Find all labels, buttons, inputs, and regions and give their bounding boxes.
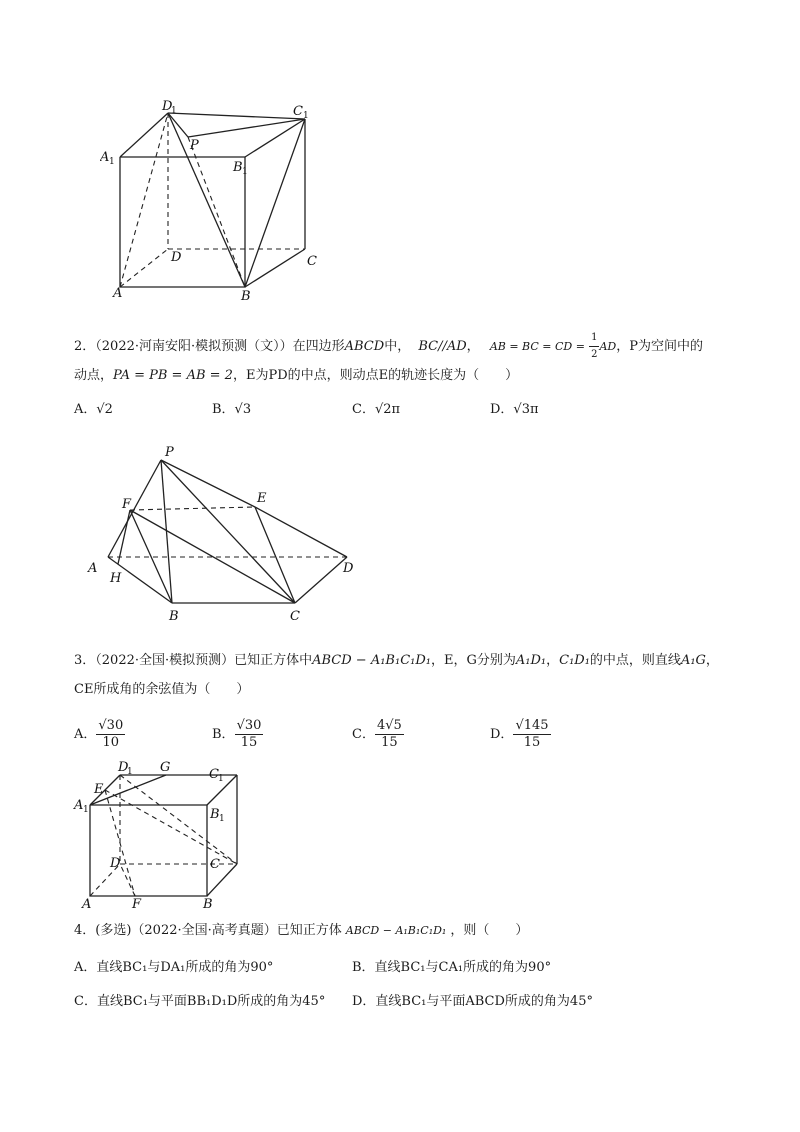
q3-option-c[interactable]: C． $\frac{4√5}{15}$ bbox=[352, 718, 402, 750]
edge-pa bbox=[108, 460, 161, 557]
label-a3: A bbox=[82, 897, 92, 910]
label-d1: D bbox=[162, 99, 173, 114]
label-c2: C bbox=[290, 609, 300, 624]
question-4: 4．(多选)（2022·全国·高考真题）已知正方体 ABCD − A₁B₁C₁D₁ ，则（ ） bbox=[74, 923, 529, 938]
q3-option-a[interactable]: A． $\frac{√30}{10}$ bbox=[74, 718, 124, 750]
label-d3: D bbox=[110, 856, 121, 871]
label-h: H bbox=[110, 571, 122, 586]
label-b2: B bbox=[169, 609, 179, 624]
label-a: A bbox=[113, 286, 123, 301]
question-3-line2: CE所成角的余弦值为（ ） bbox=[74, 682, 250, 697]
label-a2: A bbox=[88, 561, 98, 576]
q4-option-d[interactable]: D．直线BC₁与平面ABCD所成的角为45° bbox=[352, 994, 593, 1009]
front-face bbox=[120, 157, 245, 287]
label-p2: P bbox=[165, 445, 174, 460]
svg-text:1: 1 bbox=[109, 157, 115, 167]
label-b1: B bbox=[233, 160, 243, 175]
label-a1-3: A bbox=[74, 798, 84, 813]
label-c1-3: C bbox=[209, 767, 219, 782]
svg-text:1: 1 bbox=[218, 774, 224, 784]
label-g: G bbox=[160, 760, 171, 775]
label-d2: D bbox=[343, 561, 354, 576]
label-d: D bbox=[171, 250, 182, 265]
svg-text:1: 1 bbox=[83, 805, 89, 815]
svg-text:1: 1 bbox=[303, 111, 309, 121]
label-b3: B bbox=[203, 897, 213, 910]
question-2-line2: 动点，PA = PB = AB = 2，E为PD的中点，则动点E的轨迹长度为（ ） bbox=[74, 368, 519, 383]
label-f3: F bbox=[132, 897, 142, 910]
q4-option-a[interactable]: A．直线BC₁与DA₁所成的角为90° bbox=[74, 960, 274, 975]
label-e3: E bbox=[94, 782, 104, 797]
label-b1-3: B bbox=[210, 807, 220, 822]
question-2: 2．（2022·河南安阳·模拟预测（文））在四边形ABCD中， BC//AD， AB = BC = CD = $\frac{1}{2}$ AD，P为空间中的 bbox=[74, 332, 703, 360]
label-c: C bbox=[307, 254, 317, 269]
svg-text:1: 1 bbox=[242, 167, 248, 177]
label-c1: C bbox=[293, 104, 303, 119]
q2-option-a[interactable]: A．√2 bbox=[74, 402, 113, 417]
svg-text:1: 1 bbox=[171, 106, 177, 116]
label-p: P bbox=[190, 138, 199, 153]
label-a1: A bbox=[100, 150, 110, 165]
svg-text:1: 1 bbox=[127, 767, 133, 777]
figure-cube-p bbox=[100, 95, 340, 305]
front-face-3 bbox=[90, 805, 207, 896]
q4-option-c[interactable]: C．直线BC₁与平面BB₁D₁D所成的角为45° bbox=[74, 994, 326, 1009]
label-f: F bbox=[122, 497, 132, 512]
question-3: 3．（2022·全国·模拟预测）已知正方体中ABCD − A₁B₁C₁D₁，E，G分别为A₁D₁，C₁D₁的中点，则直线A₁G， bbox=[74, 653, 719, 668]
q2-option-c[interactable]: C．√2π bbox=[352, 402, 401, 417]
svg-text:1: 1 bbox=[219, 814, 225, 824]
label-c3: C bbox=[210, 857, 220, 872]
figure-cube-efg bbox=[70, 760, 240, 910]
label-e: E bbox=[257, 491, 267, 506]
q2-option-d[interactable]: D．√3π bbox=[490, 402, 539, 417]
label-b: B bbox=[241, 289, 251, 304]
q3-option-b[interactable]: B． $\frac{√30}{15}$ bbox=[212, 718, 262, 750]
q3-option-d[interactable]: D． $\frac{√145}{15}$ bbox=[490, 718, 549, 750]
label-d1-3: D bbox=[118, 760, 129, 775]
q4-option-b[interactable]: B．直线BC₁与CA₁所成的角为90° bbox=[352, 960, 552, 975]
figure-pyramid bbox=[80, 440, 370, 630]
q2-option-b[interactable]: B．√3 bbox=[212, 402, 252, 417]
